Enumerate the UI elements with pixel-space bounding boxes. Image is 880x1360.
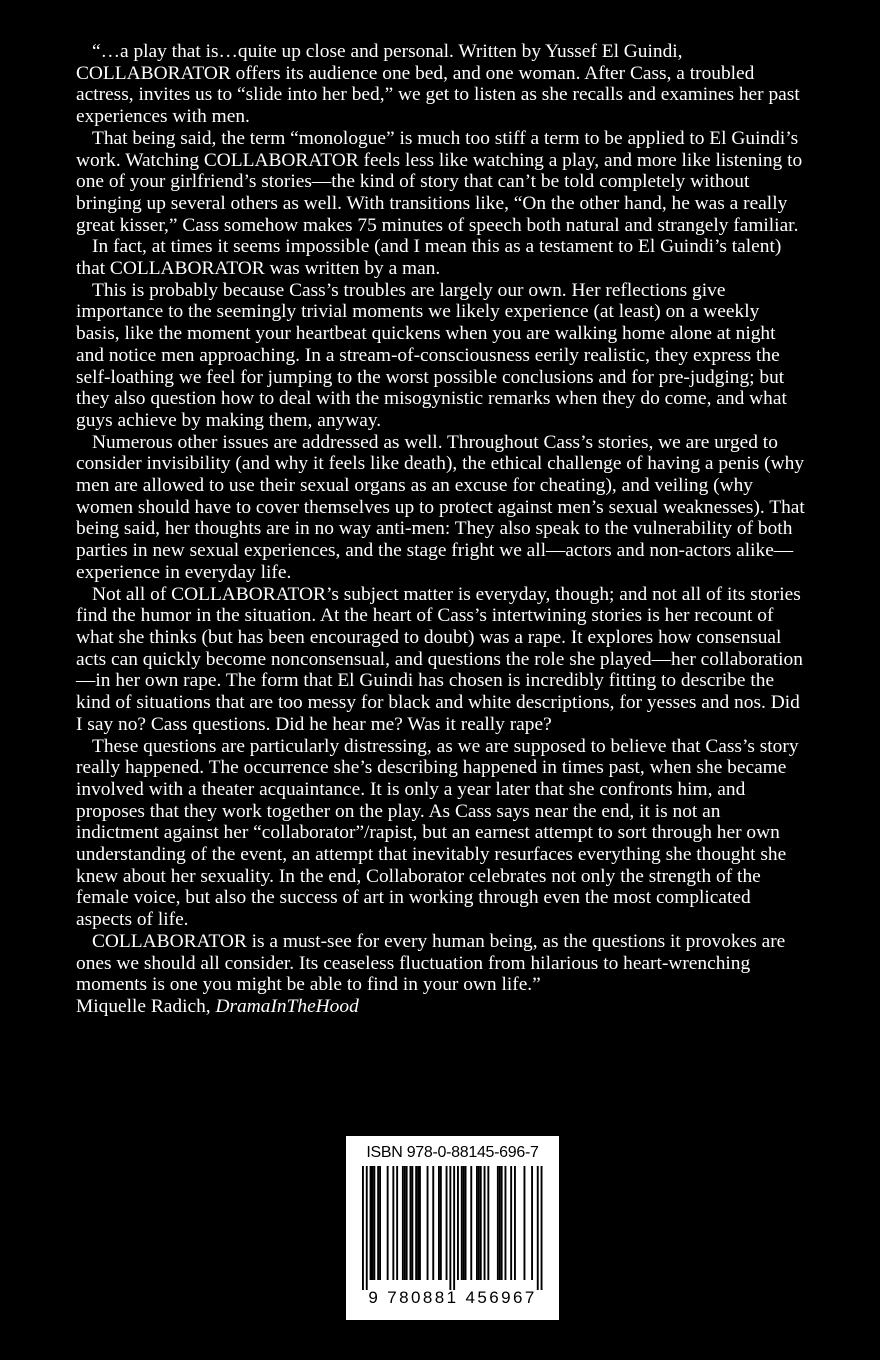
barcode-bar: [470, 1166, 472, 1280]
barcode-bar: [440, 1166, 442, 1280]
barcode-bar: [366, 1166, 368, 1290]
barcode-bars: [360, 1166, 545, 1290]
barcode-bar: [484, 1166, 486, 1280]
barcode-bar: [514, 1166, 516, 1280]
barcode-bar: [427, 1166, 429, 1280]
barcode-bar: [505, 1166, 507, 1280]
barcode-bar: [396, 1166, 398, 1280]
barcode-bar: [362, 1166, 364, 1290]
barcode-bar: [432, 1166, 434, 1280]
barcode-bar: [377, 1166, 379, 1280]
barcode-bar: [410, 1166, 412, 1280]
barcode-bar: [499, 1166, 501, 1280]
blurb-paragraph-1: “…a play that is…quite up close and personal. Written by Yussef El Guindi, COLLABORATOR offers its audience one bed, and one woman. After Cass, a troubled actress, invites us to “slide into her bed,” we get to listen as she recalls and examines her past experiences with men.: [76, 41, 800, 128]
barcode-bar: [419, 1166, 421, 1280]
barcode-bar: [370, 1166, 372, 1280]
barcode-bar: [372, 1166, 374, 1280]
isbn-barcode: [346, 1136, 559, 1320]
barcode-bar: [406, 1166, 408, 1280]
barcode-bar: [446, 1166, 448, 1280]
barcode-bar: [387, 1166, 389, 1280]
blurb-paragraph-3: In fact, at times it seems impossible (and I mean this as a testament to El Guindi’s talent) that COLLABORATOR was written by a man.: [76, 236, 782, 280]
barcode-bar: [449, 1166, 451, 1290]
attribution-source: DramaInTheHood: [215, 995, 359, 1017]
ean-digits: 9 780881 456967: [368, 1288, 537, 1307]
barcode-bar: [478, 1166, 480, 1280]
barcode-bar: [497, 1166, 499, 1280]
barcode-bar: [501, 1166, 503, 1280]
blurb-paragraph-2: That being said, the term “monologue” is much too stiff a term to be applied to El Guindi’s work. Watching COLLABORATOR feels less like watching a play, and more like listening to one of your girlfriend’s stories—the kind of story that can’t be told completely without bringing up several others as well. With transitions like, “On the other hand, he was a really great kisser,” Cass somehow makes 75 minutes of speech both natural and strangely familiar.: [76, 127, 803, 236]
blurb-paragraph-4: This is probably because Cass’s troubles are largely our own. Her reflections give importance to the seemingly trivial moments we likely experience (at least) on a weekly basis, like the moment your heartbeat quickens when you are walking home alone at night and notice men approaching. In a stream-of-consciousness eerily realistic, they express the self-loathing we feel for jumping to the worst possible conclusions and for pre-judging; but they also question how to deal with the misogynistic remarks when they do come, and what guys achieve by making them, anyway.: [76, 279, 787, 431]
barcode-bar: [524, 1166, 526, 1280]
isbn-label: ISBN 978-0-88145-696-7: [366, 1144, 539, 1161]
barcode-bar: [531, 1166, 533, 1280]
barcode-bar: [453, 1166, 455, 1290]
barcode-bar: [463, 1166, 465, 1280]
barcode-bar: [480, 1166, 482, 1280]
barcode-bar: [465, 1166, 467, 1280]
blurb-paragraph-5: Numerous other issues are addressed as well. Throughout Cass’s stories, we are urged to consider invisibility (and why it feels like death), the ethical challenge of having a penis (why men are allowed to use their sexual organs as an excuse for cheating), and veiling (why women should have to cover themselves up to protect against men’s sexual weaknesses). That being said, her thoughts are in no way anti-men: They also speak to the vulnerability of both parties in new sexual experiences, and the stage fright we all—actors and non-actors alike—experience in everyday life.: [76, 431, 805, 583]
barcode-bar: [476, 1166, 478, 1280]
blurb-paragraph-6: Not all of COLLABORATOR’s subject matter is everyday, though; and not all of its stories find the humor in the situation. At the heart of Cass’s intertwining stories is her recount of what she thinks (but has been encouraged to doubt) was a rape. It explores how consensual acts can quickly become nonconsensual, and questions the role she played—her collaboration—in her own rape. The form that El Guindi has chosen is incredibly fitting to describe the kind of situations that are too messy for black and white descriptions, for yesses and nos. Did I say no? Cass questions. Did he hear me? Was it really rape?: [76, 583, 803, 735]
barcode-bar: [541, 1166, 543, 1290]
blurb-attribution: [76, 996, 806, 1018]
barcode-bar: [404, 1166, 406, 1280]
barcode-bar: [379, 1166, 381, 1280]
barcode-bar: [537, 1166, 539, 1290]
blurb-paragraph-7: These questions are particularly distressing, as we are supposed to believe that Cass’s story really happened. The occurrence she’s describing happened in times past, when she became involved with a theater acquaintance. It is only a year later that she confronts him, and proposes that they work together on the play. As Cass says near the end, it is not an indictment against her “collaborator”/rapist, but an earnest attempt to sort through her own understanding of the event, an attempt that inevitably resurfaces everything she thought she knew about her sexuality. In the end, Collaborator celebrates not only the strength of the female voice, but also the success of art in working through even the most complicated aspects of life.: [76, 735, 799, 931]
barcode-bar: [415, 1166, 417, 1280]
barcode-bar: [510, 1166, 512, 1280]
back-cover-blurb: [76, 41, 806, 1018]
barcode-bar: [402, 1166, 404, 1280]
attribution-name: Miquelle Radich,: [76, 995, 211, 1017]
barcode-bar: [392, 1166, 394, 1280]
barcode-bar: [487, 1166, 489, 1280]
barcode-bar: [417, 1166, 419, 1280]
barcode-bar: [438, 1166, 440, 1280]
barcode-bar: [411, 1166, 413, 1280]
blurb-paragraph-8: COLLABORATOR is a must-see for every human being, as the questions it provokes are ones we should all consider. Its ceaseless fluctuation from hilarious to heart-wrenching moments is one you might be able to find in your own life.”: [76, 930, 786, 996]
barcode-bar: [373, 1166, 375, 1280]
barcode-bar: [461, 1166, 463, 1280]
barcode-bar: [457, 1166, 459, 1280]
